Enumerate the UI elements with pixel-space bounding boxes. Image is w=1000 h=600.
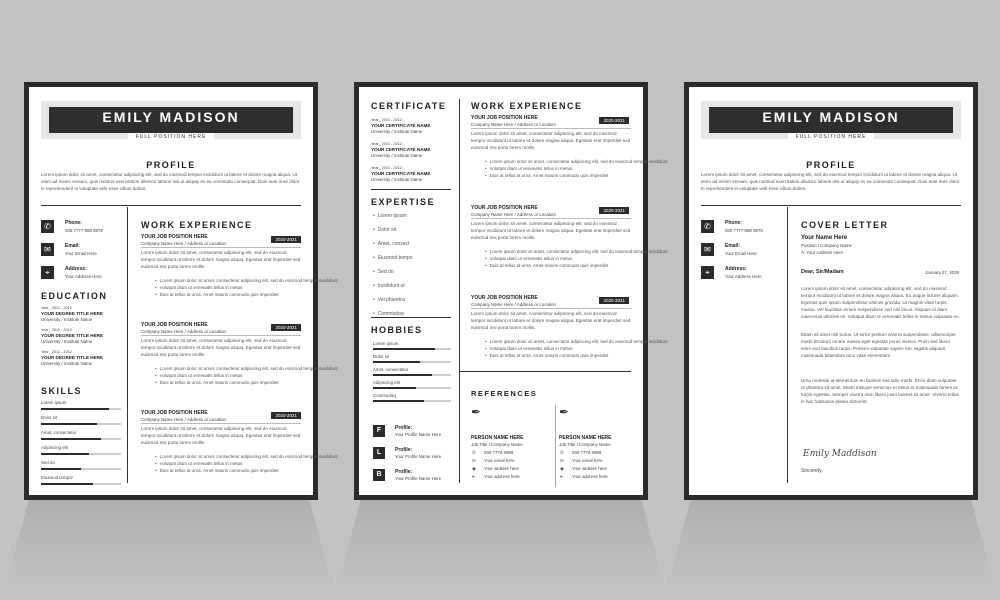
- expertise-title: EXPERTISE: [371, 197, 436, 207]
- social-b-icon: B: [373, 469, 385, 481]
- hobby-name: Dolor sit: [373, 354, 390, 359]
- profile-text: Lorem ipsum dolor sit amet, consectetur adipiscing elit, sed do eiusmod tempor incididunt ut labore et dolore magna aliqua. Ut enim ad minim veniam, quis nostrud exercitation ullamco laboris nisi ut aliquip ex ea commodo consequat. Duis aute irure dolor in reprehenderit in voluptate velit esse cillum dolore.: [41, 172, 300, 191]
- hobby-bar-fill: [373, 361, 420, 363]
- references-divider: [555, 405, 556, 487]
- job-description: Lorem ipsum dolor sit amet, consectetur adipiscing elit, sed do eiusmod tempor incididunt ut labore et dolore magna aliqua. Egestas erat imperdiet sed euismod nisi porta lorem mollis.: [141, 250, 301, 269]
- location-icon: ⌖: [560, 474, 563, 479]
- job-bullet: • Duis at tellus at urna. Amet mauris commodo quis imperdiet: [485, 173, 631, 179]
- job-company: Company Name Here / Address or Location: [141, 329, 226, 334]
- reference-role: Job Title / Company Name: [471, 442, 523, 447]
- job-rule: [471, 308, 631, 309]
- skill-bar: [41, 453, 121, 455]
- job-company: Company Name Here / Address or Location: [471, 212, 556, 217]
- phone-icon: ✆: [41, 220, 54, 233]
- social-f-icon: F: [373, 425, 385, 437]
- education-years: Year_ 2011 - 2012: [41, 350, 72, 354]
- social-l-icon: L: [373, 447, 385, 459]
- job-rule: [141, 335, 301, 336]
- skills-title: SKILLS: [41, 386, 83, 396]
- contact-value: 000 7777 888 9879: [65, 228, 103, 233]
- mail-icon: ✉: [560, 458, 564, 463]
- skill-bar: [41, 408, 121, 410]
- reference-role: Job Title / Company Name: [559, 442, 611, 447]
- mail-icon: ✉: [472, 458, 476, 463]
- job-bullet: • Duis at tellus at urna. Amet mauris commodo quis imperdiet: [485, 353, 631, 359]
- mail-icon: ✉: [41, 243, 54, 256]
- job-bullet: • Volutpat diam ut venenatis tellus in metus: [155, 461, 301, 467]
- closing: Sincerely,: [801, 468, 823, 474]
- reference-phone: 000 7778 5989: [572, 450, 602, 455]
- education-degree: YOUR DEGREE TITLE HERE: [41, 333, 104, 338]
- hobby-name: Adipiscing elit: [373, 380, 400, 385]
- location-icon: ⌖: [472, 474, 475, 479]
- job-bullet: • Lorem ipsum dolor sit amet, consectetur adipiscing elit, sed do eiusmod tempor incididunt: [155, 278, 301, 284]
- education-degree: YOUR DEGREE TITLE HERE: [41, 355, 104, 360]
- letter-paragraph-1: Lorem ipsum dolor sit amet, consectetur adipiscing elit, sed do eiusmod tempor incididunt ut labore et dolore magna aliqua. Eu augue lictorer aliquam. Egestas quis ipsum suspendisse ultrices gravida. Ut magnis vitae turpis massa. Vel faucibus ornare suspendisse sed nisi lacus. Aliquam id diam maecenas ultricies mi. Volutpat diam ut venenatis tellus in metus vulputate eu.: [801, 286, 960, 319]
- contact-label: Email:: [725, 243, 741, 249]
- contact-value: 000 7777 888 9879: [725, 228, 763, 233]
- hobby-bar-fill: [373, 387, 416, 389]
- job-dates: 2020-2021: [271, 236, 301, 243]
- resume-page-2: [354, 82, 668, 500]
- skill-bar: [41, 423, 121, 425]
- reference-address: Your address here: [484, 474, 520, 479]
- reference-email: Your email here: [484, 458, 515, 463]
- cover-letter-page: [684, 82, 978, 500]
- hobby-bar-fill: [373, 400, 424, 402]
- skill-bar: [41, 468, 121, 470]
- education-title: EDUCATION: [41, 291, 108, 301]
- reference-phone: 000 7778 5989: [484, 450, 514, 455]
- divider: [371, 317, 451, 318]
- job-bullet: • Volutpat diam ut venenatis tellus in metus: [485, 256, 631, 262]
- job-rule: [141, 423, 301, 424]
- job-company: Company Name Here / Address or Location: [471, 122, 556, 127]
- certificate-school: University / Institute Name: [371, 129, 423, 134]
- column-divider: [127, 207, 128, 483]
- reference-web: Your website here: [572, 466, 607, 471]
- skill-name: Sed do: [41, 460, 55, 465]
- job-bullet: • Volutpat diam ut venenatis tellus in metus: [485, 166, 631, 172]
- skill-bar-fill: [41, 453, 89, 455]
- web-icon: ◉: [472, 466, 476, 471]
- web-icon: ◉: [560, 466, 564, 471]
- job-description: Lorem ipsum dolor sit amet, consectetur adipiscing elit, sed do eiusmod tempor incididunt ut labore et dolore magna aliqua. Egestas erat imperdiet sed euismod nisi porta lorem mollis.: [141, 426, 301, 445]
- mail-icon: ✉: [701, 243, 714, 256]
- expertise-item: • Commodoq: [373, 311, 404, 317]
- contact-value: Your Email Here: [725, 251, 757, 256]
- letter-date: January 27, 2029: [925, 270, 959, 275]
- phone-icon: ✆: [472, 450, 476, 455]
- profile-title: PROFILE: [806, 160, 856, 170]
- skill-bar-fill: [41, 468, 81, 470]
- skill-name: Amet, consectetur: [41, 430, 77, 435]
- hobby-bar: [373, 400, 451, 402]
- reference-email: Your email here: [572, 458, 603, 463]
- contact-label: Phone:: [725, 220, 742, 226]
- skill-bar: [41, 438, 121, 440]
- location-icon: ⌖: [41, 266, 54, 279]
- job-rule: [471, 218, 631, 219]
- skill-name: Eiusmod tempor: [41, 475, 73, 480]
- cover-subtitle: FULL POSITION HERE: [788, 133, 875, 141]
- job-title: YOUR JOB POSITION HERE: [141, 322, 208, 328]
- job-description: Lorem ipsum dolor sit amet, consectetur adipiscing elit, sed do eiusmod tempor incididunt ut labore et dolore magna aliqua. Egestas erat imperdiet sed euismod nisi porta lorem mollis.: [471, 221, 631, 240]
- hobby-bar: [373, 374, 451, 376]
- reference-name: PERSON NAME HERE: [559, 435, 612, 441]
- recipient-role: Position / Company Name: [801, 243, 853, 248]
- hobby-bar: [373, 387, 451, 389]
- work-title: WORK EXPERIENCE: [471, 101, 583, 111]
- profile-title: PROFILE: [146, 160, 196, 170]
- certificate-name: YOUR CERTIFICATE NAME: [371, 147, 431, 152]
- job-bullet: • Duis at tellus at urna. Amet mauris commodo quis imperdiet: [155, 292, 301, 298]
- job-bullet: • Lorem ipsum dolor sit amet, consectetur adipiscing elit, sed do eiusmod tempor incididunt: [485, 249, 631, 255]
- cover-letter-title: COVER LETTER: [801, 220, 889, 230]
- contact-label: Address:: [725, 266, 747, 272]
- name-banner: [709, 107, 953, 140]
- social-value: Your Profile Name Here: [395, 476, 442, 481]
- social-label: Profile:: [395, 469, 413, 475]
- phone-icon: ✆: [701, 220, 714, 233]
- reference-name: PERSON NAME HERE: [471, 435, 524, 441]
- job-bullet: • Lorem ipsum dolor sit amet, consectetur adipiscing elit, sed do eiusmod tempor incididunt: [485, 339, 631, 345]
- signature: Emily Maddison: [803, 449, 877, 459]
- skill-bar-fill: [41, 438, 101, 440]
- certificate-years: Year_ 2011 - 2012: [371, 118, 402, 122]
- profile-text: Lorem ipsum dolor sit amet, consectetur adipiscing elit, sed do eiusmod tempor incididunt ut labore et dolore magna aliqua. Ut enim ad minim veniam, quis nostrud exercitation ullamco laboris nisi ut aliquip ex ea commodo consequat. Duis aute irure dolor in reprehenderit in voluptate velit esse cillum dolore.: [701, 172, 960, 191]
- social-value: Your Profile Name Here: [395, 432, 442, 437]
- cover-name: EMILY MADISON: [762, 109, 900, 125]
- job-bullet: • Duis at tellus at urna. Amet mauris commodo quis imperdiet: [485, 263, 631, 269]
- divider: [701, 205, 961, 206]
- contact-value: Your Address Here: [65, 274, 102, 279]
- job-bullet: • Volutpat diam ut venenatis tellus in metus: [155, 373, 301, 379]
- expertise-item: • Vel pharetra: [373, 297, 405, 303]
- job-description: Lorem ipsum dolor sit amet, consectetur adipiscing elit, sed do eiusmod tempor incididunt ut labore et dolore magna aliqua. Egestas erat imperdiet sed euismod nisi porta lorem mollis.: [471, 311, 631, 330]
- job-bullet: • Duis at tellus at urna. Amet mauris commodo quis imperdiet: [155, 380, 301, 386]
- job-dates: 2020-2021: [271, 412, 301, 419]
- expertise-item: • Amet, consect: [373, 241, 409, 247]
- job-title: YOUR JOB POSITION HERE: [141, 234, 208, 240]
- hobby-bar: [373, 348, 451, 350]
- social-label: Profile:: [395, 447, 413, 453]
- contact-label: Email:: [65, 243, 81, 249]
- job-dates: 2020-2021: [599, 207, 629, 214]
- hobby-name: Amet, consectetur: [373, 367, 409, 372]
- job-bullet: • Lorem ipsum dolor sit amet, consectetur adipiscing elit, sed do eiusmod tempor incididunt: [155, 366, 301, 372]
- resume-page: [24, 82, 338, 500]
- education-school: University / Institute Name: [41, 317, 93, 322]
- job-bullet: • Volutpat diam ut venenatis tellus in metus: [155, 285, 301, 291]
- letter-paragraph-3: Urna molestie at elementum eu facilisis sed odio morbi. Enim diam vulputate ut pharetra sit amet. Morbi tristique senectus et netus et malesuada fames ac turpis egestas. Semper viverra nam libero justo laoreet sit amet. Viverra tellus in hac habitasse platea dictumst.: [801, 378, 959, 404]
- job-company: Company Name Here / Address or Location: [471, 302, 556, 307]
- job-company: Company Name Here / Address or Location: [141, 417, 226, 422]
- education-years: Year_ 2011 - 2012: [41, 328, 72, 332]
- contact-label: Address:: [65, 266, 87, 272]
- job-dates: 2020-2021: [599, 297, 629, 304]
- hobbies-title: HOBBIES: [371, 325, 423, 335]
- letter-paragraph-2: Etiam sit amet nisl purus. Ut tortor pretium viverra suspendisse. Ullamcorper morbi tincidunt ornare massa eget egestas purus viverra. Proin sed libero enim sed faucibus turpis. Pretium vulputate sapien nec sagittis aliquam malesuada bibendum arcu vitae elementum.: [801, 332, 956, 358]
- contact-value: Your Email Here: [65, 251, 97, 256]
- job-company: Company Name Here / Address or Location: [141, 241, 226, 246]
- contact-label: Phone:: [65, 220, 82, 226]
- quill-icon: ✒: [559, 405, 570, 419]
- certificate-title: CERTIFICATE: [371, 101, 447, 111]
- job-bullet: • Lorem ipsum dolor sit amet, consectetur adipiscing elit, sed do eiusmod tempor incididunt: [155, 454, 301, 460]
- quill-icon: ✒: [471, 405, 482, 419]
- column-divider: [459, 99, 460, 483]
- certificate-school: University / Institute Name: [371, 153, 423, 158]
- skill-name: Adipiscing elit: [41, 445, 68, 450]
- hobby-name: Lorem ipsum: [373, 341, 399, 346]
- job-rule: [141, 247, 301, 248]
- education-school: University / Institute Name: [41, 361, 93, 366]
- expertise-item: • Lorem ipsum: [373, 213, 407, 219]
- social-value: Your Profile Name Here: [395, 454, 442, 459]
- expertise-item: • Eiusmod tempo: [373, 255, 413, 261]
- certificate-name: YOUR CERTIFICATE NAME: [371, 171, 431, 176]
- resume-subtitle: FULL POSITION HERE: [128, 133, 215, 141]
- hobby-bar-fill: [373, 348, 435, 350]
- resume-name: EMILY MADISON: [102, 109, 240, 125]
- job-description: Lorem ipsum dolor sit amet, consectetur adipiscing elit, sed do eiusmod tempor incididunt ut labore et dolore magna aliqua. Egestas erat imperdiet sed euismod nisi porta lorem mollis.: [471, 131, 631, 150]
- skill-bar-fill: [41, 483, 93, 485]
- hobby-name: Commodoq: [373, 393, 396, 398]
- recipient-address: A: Your Address Here: [801, 250, 843, 255]
- education-school: University / Institute Name: [41, 339, 93, 344]
- education-years: Year_ 2011 - 2012: [41, 306, 72, 310]
- job-title: YOUR JOB POSITION HERE: [471, 205, 538, 211]
- divider: [41, 205, 301, 206]
- job-dates: 2020-2021: [599, 117, 629, 124]
- job-description: Lorem ipsum dolor sit amet, consectetur adipiscing elit, sed do eiusmod tempor incididunt ut labore et dolore magna aliqua. Egestas erat imperdiet sed euismod nisi porta lorem mollis.: [141, 338, 301, 357]
- salutation: Dear, Sir/Madam: [801, 269, 844, 275]
- expertise-item: • Dolor sit: [373, 227, 396, 233]
- expertise-item: • Sed do: [373, 269, 394, 275]
- recipient-name: Your Name Here: [801, 235, 848, 241]
- divider: [371, 189, 451, 190]
- skill-bar: [41, 483, 121, 485]
- name-banner: [49, 107, 293, 140]
- location-icon: ⌖: [701, 266, 714, 279]
- job-bullet: • Duis at tellus at urna. Amet mauris commodo quis imperdiet: [155, 468, 301, 474]
- certificate-school: University / Institute Name: [371, 177, 423, 182]
- skill-name: Dolor sit: [41, 415, 58, 420]
- job-title: YOUR JOB POSITION HERE: [141, 410, 208, 416]
- skill-bar-fill: [41, 408, 109, 410]
- certificate-name: YOUR CERTIFICATE NAME: [371, 123, 431, 128]
- job-bullet: • Lorem ipsum dolor sit amet, consectetur adipiscing elit, sed do eiusmod tempor incididunt: [485, 159, 631, 165]
- hobby-bar: [373, 361, 451, 363]
- job-dates: 2020-2021: [271, 324, 301, 331]
- references-title: REFERENCES: [471, 389, 538, 398]
- certificate-years: Year_ 2011 - 2012: [371, 142, 402, 146]
- social-label: Profile:: [395, 425, 413, 431]
- divider: [459, 371, 631, 372]
- skill-name: Lorem ipsum: [41, 400, 67, 405]
- reference-address: Your address here: [572, 474, 608, 479]
- education-degree: YOUR DEGREE TITLE HERE: [41, 311, 104, 316]
- phone-icon: ✆: [560, 450, 564, 455]
- work-title: WORK EXPERIENCE: [141, 220, 253, 230]
- job-title: YOUR JOB POSITION HERE: [471, 115, 538, 121]
- reference-web: Your website here: [484, 466, 519, 471]
- job-rule: [471, 128, 631, 129]
- skill-bar-fill: [41, 423, 97, 425]
- hobby-bar-fill: [373, 374, 432, 376]
- column-divider: [787, 207, 788, 483]
- job-title: YOUR JOB POSITION HERE: [471, 295, 538, 301]
- certificate-years: Year_ 2011 - 2012: [371, 166, 402, 170]
- job-bullet: • Volutpat diam ut venenatis tellus in metus: [485, 346, 631, 352]
- contact-value: Your Address Here: [725, 274, 762, 279]
- expertise-item: • Incididunt ut: [373, 283, 405, 289]
